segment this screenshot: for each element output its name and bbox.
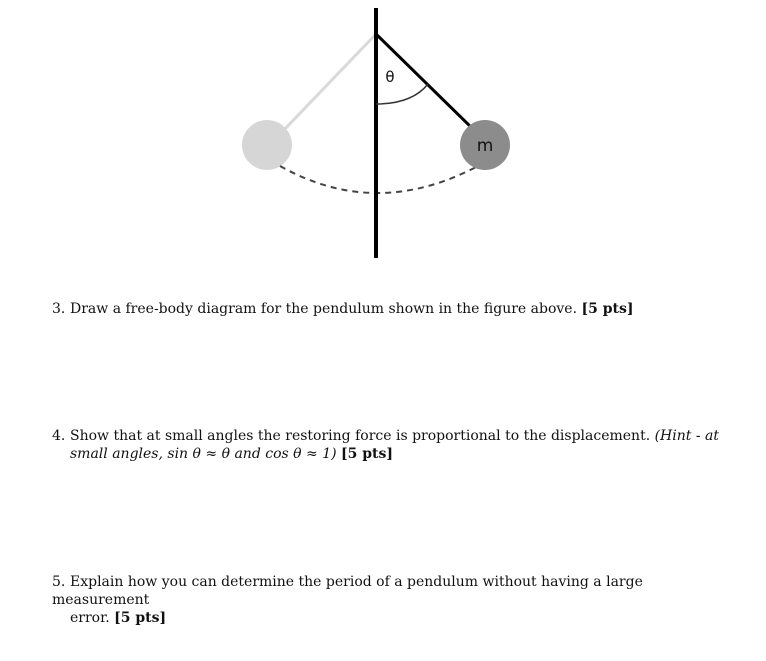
ghost-pendulum-bob xyxy=(242,120,292,170)
points-label: [5 pts] xyxy=(581,301,634,317)
ghost-pendulum-string xyxy=(282,34,376,132)
question-text-continued: error. xyxy=(70,610,110,626)
question-number: 4. xyxy=(52,428,66,444)
mass-label: m xyxy=(476,136,494,156)
question-number: 3. xyxy=(52,301,66,317)
question-text: Explain how you can determine the period of a pendulum without having a large measurement xyxy=(52,574,643,608)
points-label: [5 pts] xyxy=(341,446,394,462)
pendulum-figure xyxy=(0,0,766,290)
points-label: [5 pts] xyxy=(114,610,167,626)
hint-text: (Hint - at xyxy=(654,428,719,444)
question-3 xyxy=(52,300,722,318)
swing-arc-dashed xyxy=(280,166,478,193)
angle-label: θ xyxy=(385,68,395,86)
question-number: 5. xyxy=(52,574,66,590)
angle-arc xyxy=(376,84,428,104)
question-text: Draw a free-body diagram for the pendulum shown in the figure above. xyxy=(70,301,578,317)
hint-text-continued: small angles, sin θ ≈ θ and cos θ ≈ 1) xyxy=(70,446,337,462)
question-text: Show that at small angles the restoring force is proportional to the displacement. xyxy=(70,428,651,444)
question-4 xyxy=(52,427,722,463)
question-5 xyxy=(52,573,722,627)
